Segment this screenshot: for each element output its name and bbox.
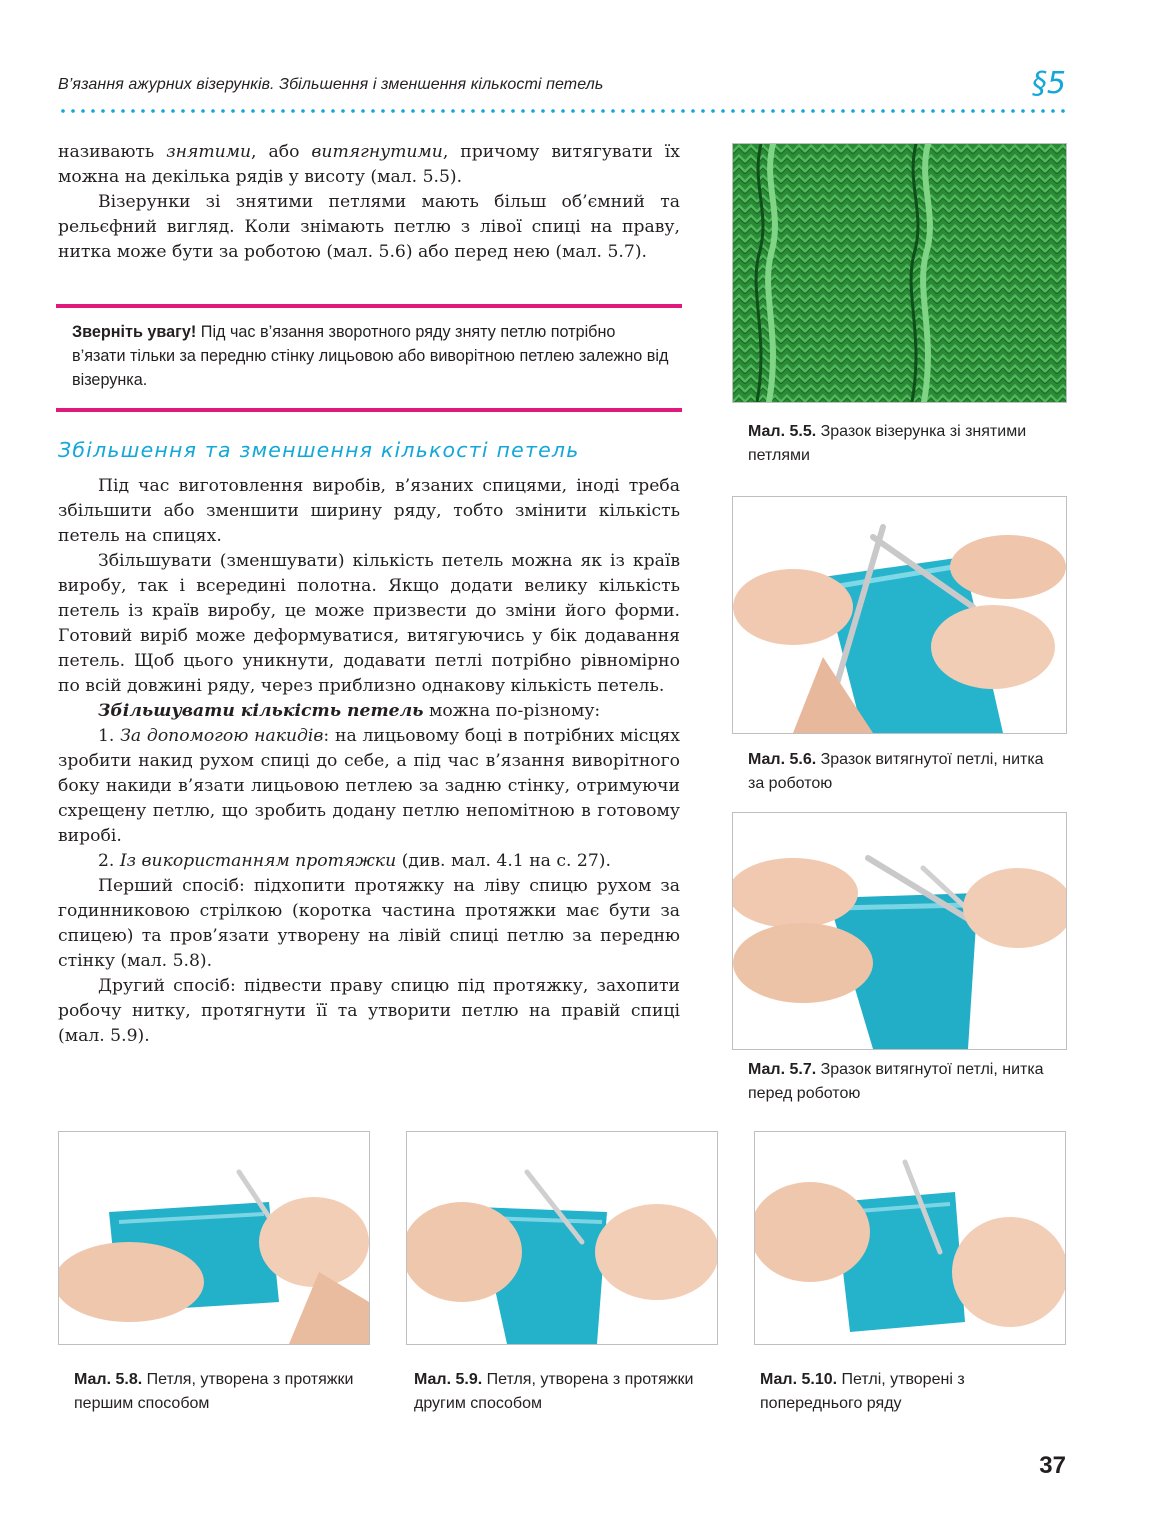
header-dotted-divider [58, 108, 1066, 114]
intro-paragraph-1: називають знятими, або витягнутими, причому витягувати їх можна на декілька рядів у висоту (мал. 5.5). [58, 142, 680, 187]
figure-5-5-photo [732, 143, 1067, 403]
body-text [58, 474, 680, 1049]
intro-paragraph-2: Візерунки зі знятими петлями мають більш об’ємний та рельєфний вигляд. Коли знімають петлю з лівої спиці на праву, нитка може бути за роботою (мал. 5.6) або перед нею (мал. 5.7). [58, 192, 680, 262]
figure-5-10-caption: Мал. 5.10. Петлі, утворені з попереднього ряду [760, 1371, 965, 1412]
body-paragraph-4: 1. За допомогою накидів: на лицьовому боці в потрібних місцях зробити накид рухом спиці до себе, а під час в’язання виворітного боку накиди в’язати лицьовою петлею за задню стінку, отримуючи схрещену петлю, що зробить додану петлю непомітною в готовому виробі. [58, 726, 680, 846]
body-paragraph-5: 2. Із використанням протяжки (див. мал. 4.1 на с. 27). [98, 851, 611, 871]
figure-5-10-photo [754, 1131, 1066, 1345]
figure-5-7-photo [732, 812, 1067, 1050]
intro-text [58, 140, 680, 265]
figure-5-6-caption: Мал. 5.6. Зразок витягнутої петлі, нитка за роботою [748, 751, 1044, 792]
figure-5-7-caption: Мал. 5.7. Зразок витягнутої петлі, нитка перед роботою [748, 1061, 1044, 1102]
section-number: §5 [1031, 66, 1066, 101]
body-paragraph-1: Під час виготовлення виробів, в’язаних спицями, іноді треба збільшити або зменшити ширину ряду, тобто змінити кількість петель на спицях. [58, 476, 680, 546]
running-header: В’язання ажурних візерунків. Збільшення і зменшення кількості петель [58, 76, 604, 93]
page-number: 37 [1039, 1452, 1066, 1479]
figure-5-9-photo [406, 1131, 718, 1345]
attention-text: Зверніть увагу! Під час в’язання зворотного ряду зняту петлю потрібно в’язати тільки за передню стінку лицьовою або виворітною петлею залежно від візерунка. [72, 323, 669, 389]
body-paragraph-2: Збільшувати (зменшувати) кількість петель можна як із країв виробу, так і всередині полотна. Якщо додати велику кількість петель із країв виробу, це може призвести до зміни його форми. Готовий виріб може деформуватися, витягуючись у бік додавання петель. Щоб цього уникнути, додавати петлі потрібно рівномірно по всій довжині ряду, через приблизно однакову кількість петель. [58, 551, 680, 696]
body-paragraph-7: Другий спосіб: підвести праву спицю під протяжку, захопити робочу нитку, протягнути її та утворити петлю на правій спиці (мал. 5.9). [58, 976, 680, 1046]
body-paragraph-6: Перший спосіб: підхопити протяжку на ліву спицю рухом за годинниковою стрілкою (коротка частина протяжки має бути за спицею) та пров’язати утворену на лівій спиці петлю за передню стінку (мал. 5.8). [58, 876, 680, 971]
figure-5-9-caption: Мал. 5.9. Петля, утворена з протяжки другим способом [414, 1371, 694, 1412]
figure-5-5-caption: Мал. 5.5. Зразок візерунка зі знятими петлями [748, 423, 1027, 464]
figure-5-6-photo [732, 496, 1067, 734]
figure-5-8-caption: Мал. 5.8. Петля, утворена з протяжки першим способом [74, 1371, 354, 1412]
figure-5-8-photo [58, 1131, 370, 1345]
body-paragraph-3: Збільшувати кількість петель можна по-різному: [98, 701, 601, 721]
attention-box [56, 304, 682, 412]
section-subheading: Збільшення та зменшення кількості петель [58, 438, 580, 462]
